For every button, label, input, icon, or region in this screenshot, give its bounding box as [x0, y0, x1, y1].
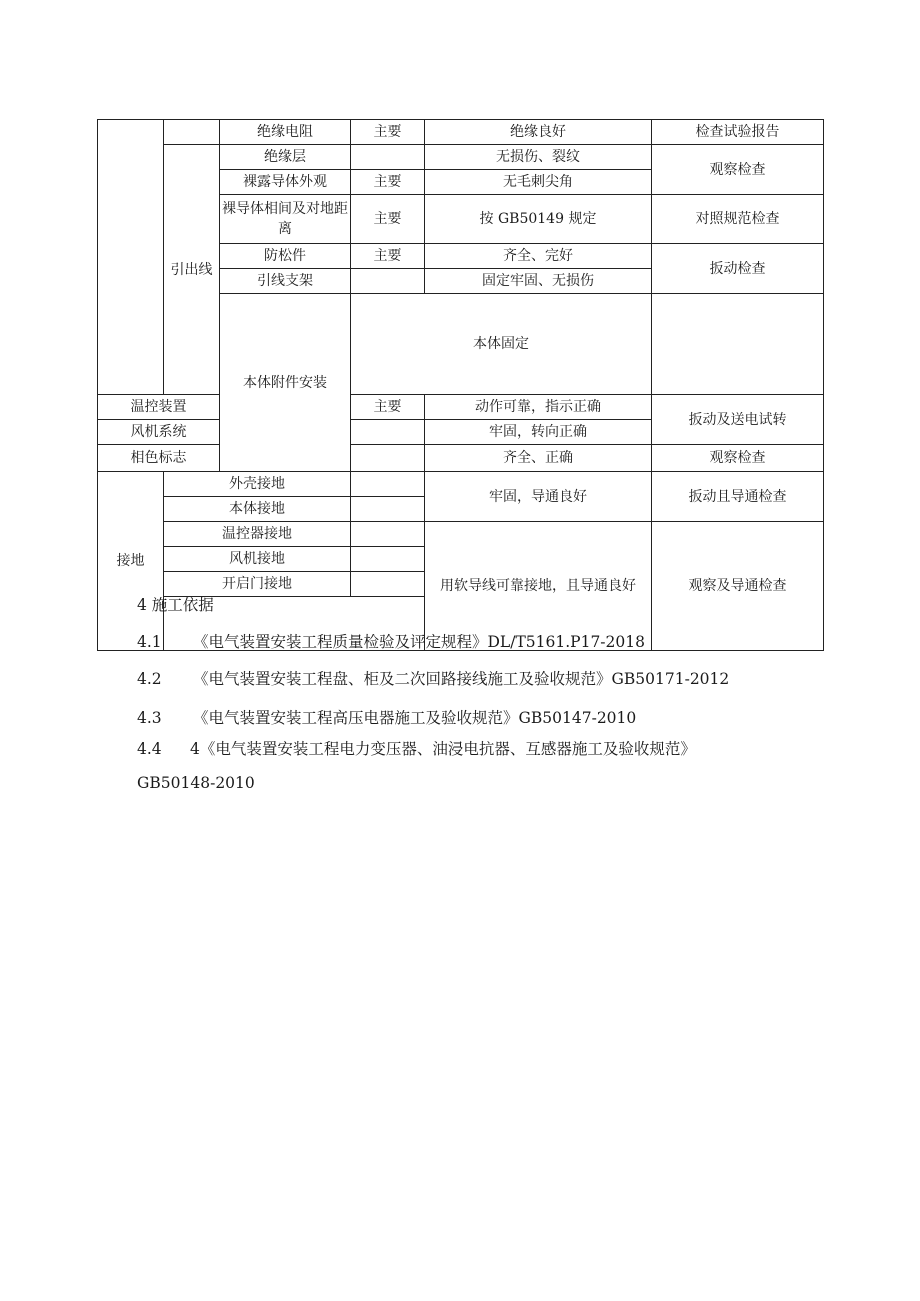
- level-cell: [351, 420, 425, 445]
- item-cell: 开启门接地: [164, 572, 351, 597]
- level-cell: [351, 547, 425, 572]
- standard-cell: 固定牢固、无损伤: [425, 269, 652, 294]
- standard-cell: 牢固，转向正确: [425, 420, 652, 445]
- basis-item-text: 《电气装置安装工程盘、柜及二次回路接线施工及验收规范》GB50171-2012: [193, 670, 730, 688]
- section-heading: 4 施工依据: [137, 596, 214, 614]
- item-cell: 裸导体相间及对地距离: [220, 195, 351, 244]
- level-cell: [351, 269, 425, 294]
- level-cell: 主要: [351, 195, 425, 244]
- level-cell: 主要: [351, 244, 425, 269]
- method-cell: 扳动及送电试转: [652, 395, 824, 445]
- method-cell: 观察检查: [652, 145, 824, 195]
- item-cell: 裸露导体外观: [220, 170, 351, 195]
- item-cell: 风机接地: [164, 547, 351, 572]
- item-cell: 引线支架: [220, 269, 351, 294]
- item-cell: 温控装置: [98, 395, 220, 420]
- standard-cell: 绝缘良好: [425, 120, 652, 145]
- standard-cell: 齐全、完好: [425, 244, 652, 269]
- item-cell: 外壳接地: [164, 472, 351, 497]
- basis-item: [137, 706, 636, 728]
- level-cell: 主要: [351, 395, 425, 420]
- basis-item-text: 《电气装置安装工程质量检验及评定规程》DL/T5161.P17-2018: [193, 633, 645, 651]
- item-cell: 本体固定: [351, 294, 652, 395]
- method-cell: 对照规范检查: [652, 195, 824, 244]
- method-cell: 扳动检查: [652, 244, 824, 294]
- standard-cell: 按 GB50149 规定: [425, 195, 652, 244]
- item-cell: 防松件: [220, 244, 351, 269]
- method-cell: 扳动且导通检查: [652, 472, 824, 522]
- inspection-table: [97, 119, 824, 651]
- basis-item-text: 《电气装置安装工程高压电器施工及验收规范》GB50147-2010: [193, 709, 637, 727]
- standard-cell: 动作可靠，指示正确: [425, 395, 652, 420]
- level-cell: [351, 445, 425, 472]
- basis-item-number: 4.4: [137, 740, 162, 758]
- level-cell: 主要: [351, 170, 425, 195]
- standard-cell: 用软导线可靠接地，且导通良好: [425, 522, 652, 651]
- standard-cell: 牢固，导通良好: [425, 472, 652, 522]
- basis-item: [137, 737, 696, 759]
- item-cell: 本体接地: [164, 497, 351, 522]
- item-cell: 绝缘层: [220, 145, 351, 170]
- basis-item-continuation: GB50148-2010: [137, 774, 255, 792]
- level-cell: [351, 497, 425, 522]
- item-cell: 绝缘电阻: [220, 120, 351, 145]
- level-cell: [351, 472, 425, 497]
- level-cell: 主要: [351, 120, 425, 145]
- method-cell: 检查试验报告: [652, 120, 824, 145]
- basis-item-number: 4.1: [137, 633, 162, 651]
- level-cell: [351, 145, 425, 170]
- level-cell: [652, 294, 824, 395]
- item-cell: 温控器接地: [164, 522, 351, 547]
- basis-item-number: 4.2: [137, 670, 162, 688]
- basis-item-number: 4.3: [137, 709, 162, 727]
- basis-item-text: 4《电气装置安装工程电力变压器、油浸电抗器、互感器施工及验收规范》: [190, 740, 696, 758]
- section-grounding: 接地: [98, 472, 164, 651]
- basis-item: [137, 667, 729, 689]
- level-cell: [351, 572, 425, 597]
- item-cell: 相色标志: [98, 445, 220, 472]
- standard-cell: 齐全、正确: [425, 445, 652, 472]
- section-lead: 引出线: [164, 145, 220, 395]
- method-cell: 观察及导通检查: [652, 522, 824, 651]
- item-cell: 风机系统: [98, 420, 220, 445]
- section-body-accessories: 本体附件安装: [220, 294, 351, 472]
- standard-cell: 无损伤、裂纹: [425, 145, 652, 170]
- method-cell: 观察检查: [652, 445, 824, 472]
- table-cell-empty: [98, 120, 164, 395]
- basis-item: [137, 630, 645, 652]
- level-cell: [351, 522, 425, 547]
- table-cell-empty: [164, 120, 220, 145]
- standard-cell: 无毛刺尖角: [425, 170, 652, 195]
